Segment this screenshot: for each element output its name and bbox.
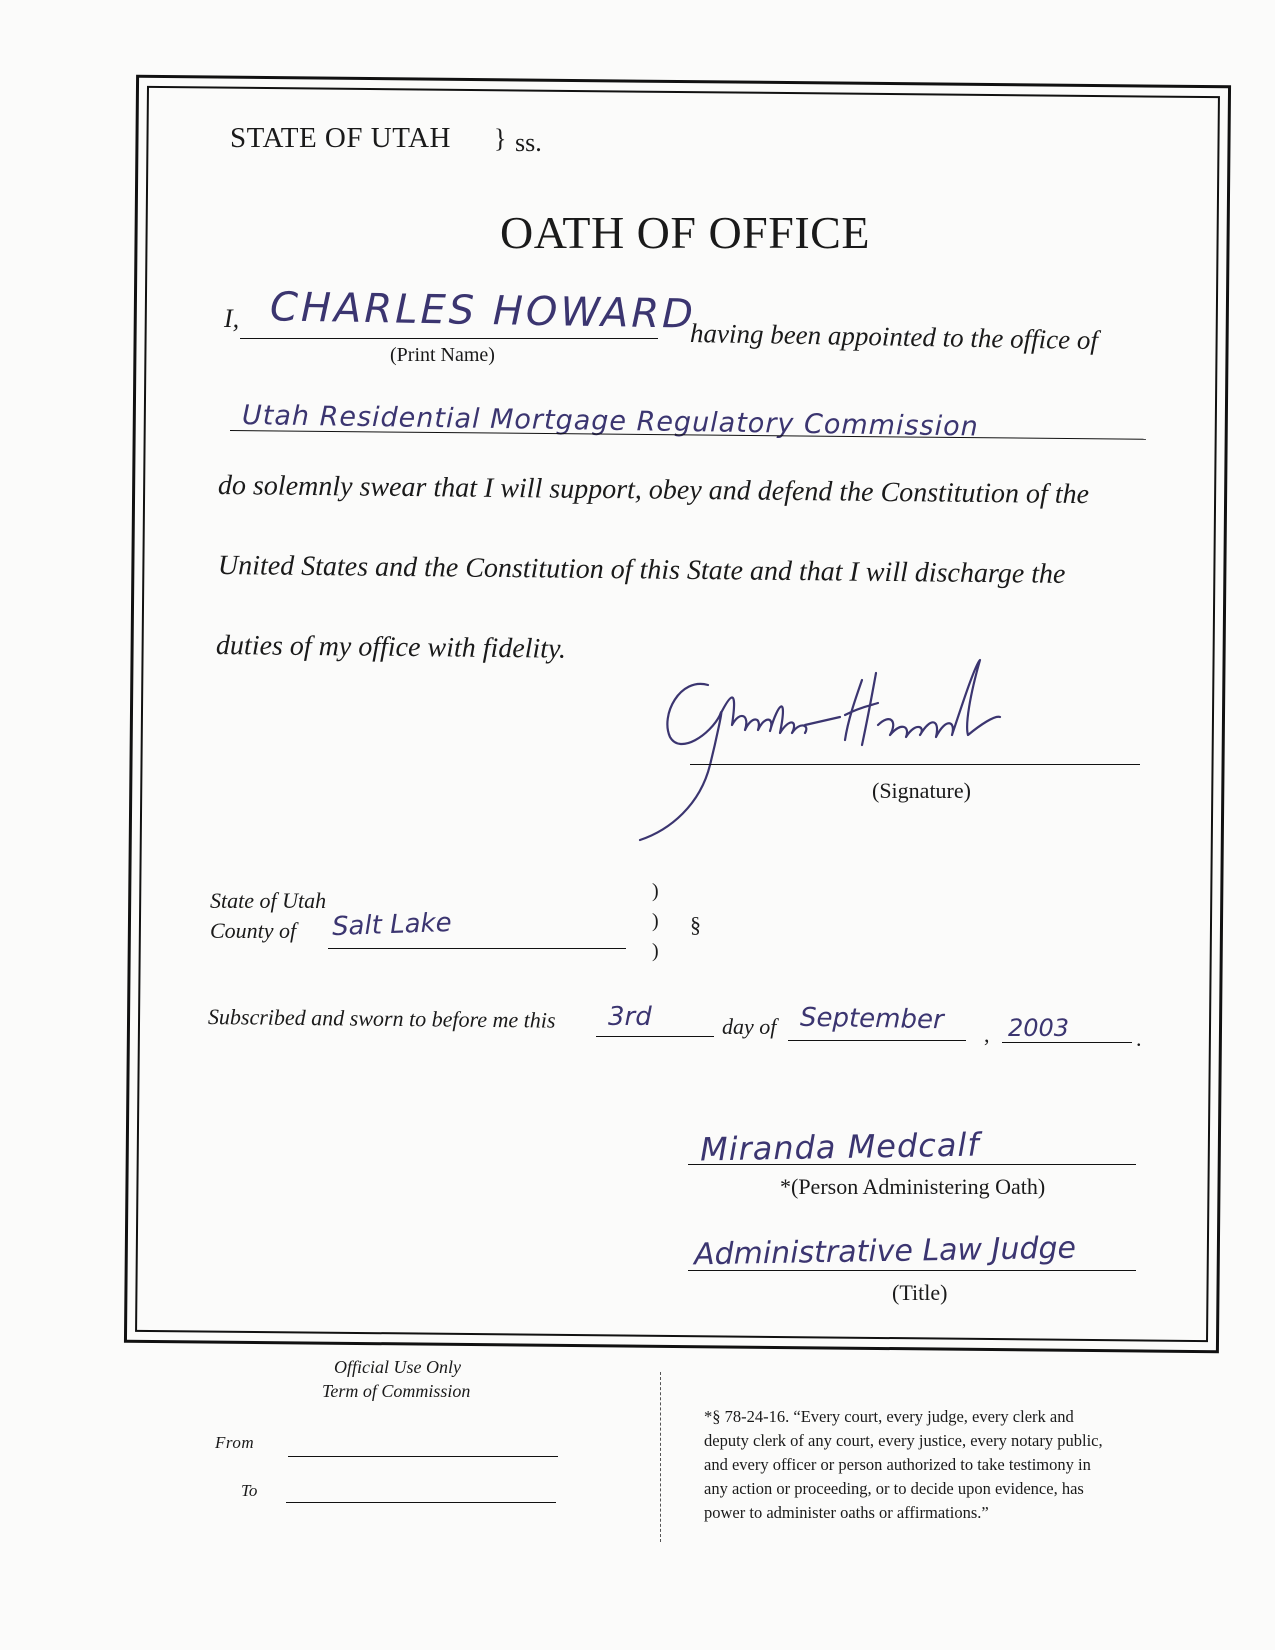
footnote-line-3: and every officer or person authorized to take testimony in	[704, 1455, 1091, 1474]
official-use-heading: Official Use Only	[334, 1357, 461, 1377]
footnote-line-2: deputy clerk of any court, every justice, every notary public,	[704, 1431, 1103, 1450]
sworn-day-of: day of	[722, 1014, 777, 1039]
administrator-caption: *(Person Administering Oath)	[780, 1174, 1046, 1199]
venue-paren-3: )	[652, 940, 659, 962]
oath-body-line-2: United States and the Constitution of this State and that I will discharge the	[217, 550, 1066, 590]
footnote-line-5: power to administer oaths or affirmations.”	[704, 1503, 989, 1522]
sworn-day-value: 3rd	[608, 1002, 652, 1032]
venue-county-line	[328, 948, 626, 949]
sworn-day-line	[596, 1036, 714, 1037]
signature-graphic	[640, 655, 1070, 860]
to-line	[286, 1502, 556, 1503]
signature-caption: (Signature)	[872, 778, 971, 803]
sworn-year-value: 2003	[1008, 1014, 1070, 1042]
venue-paren-1: )	[652, 880, 659, 902]
signature-line	[690, 764, 1140, 765]
administrator-line	[688, 1164, 1136, 1165]
footnote-line-4: any action or proceeding, or to decide upon evidence, has	[704, 1479, 1084, 1498]
print-name-value: CHARLES HOWARD	[269, 284, 697, 338]
i-prefix: I,	[224, 304, 240, 333]
title-line	[688, 1270, 1136, 1271]
ss-label: ss.	[515, 128, 542, 157]
sworn-period: .	[1136, 1026, 1142, 1051]
from-label: From	[215, 1433, 255, 1452]
footnote-line-1: *§ 78-24-16. “Every court, every judge, every clerk and	[704, 1407, 1074, 1426]
appointed-text: having been appointed to the office of	[689, 318, 1099, 356]
venue-county-value: Salt Lake	[331, 907, 453, 943]
sworn-month-line	[788, 1040, 966, 1041]
oath-body-line-3: duties of my office with fidelity.	[215, 630, 567, 665]
sworn-comma: ,	[984, 1022, 990, 1047]
sworn-prefix: Subscribed and sworn to before me this	[207, 1004, 556, 1033]
section-symbol: §	[690, 912, 701, 937]
venue-county-label: County of	[210, 918, 297, 943]
office-value: Utah Residential Mortgage Regulatory Commission	[241, 400, 979, 443]
title-caption: (Title)	[892, 1280, 948, 1305]
state-header: STATE OF UTAH	[230, 122, 451, 154]
administrator-signature: Miranda Medcalf	[699, 1125, 980, 1169]
statute-footnote	[704, 1405, 1103, 1525]
header-brace: }	[494, 124, 507, 153]
print-name-caption: (Print Name)	[390, 344, 495, 366]
oath-body-line-1: do solemnly swear that I will support, obey and defend the Constitution of the	[217, 470, 1090, 511]
footer-divider	[660, 1372, 661, 1542]
term-heading: Term of Commission	[322, 1381, 471, 1401]
sworn-month-value: September	[799, 1002, 944, 1036]
from-line	[288, 1456, 558, 1457]
sworn-year-line	[1002, 1042, 1132, 1043]
form-title: OATH OF OFFICE	[500, 207, 870, 258]
to-label: To	[241, 1481, 258, 1500]
venue-state-label: State of Utah	[210, 888, 327, 913]
title-value: Administrative Law Judge	[693, 1230, 1077, 1273]
print-name-line	[240, 338, 658, 339]
venue-paren-2: )	[652, 910, 659, 932]
